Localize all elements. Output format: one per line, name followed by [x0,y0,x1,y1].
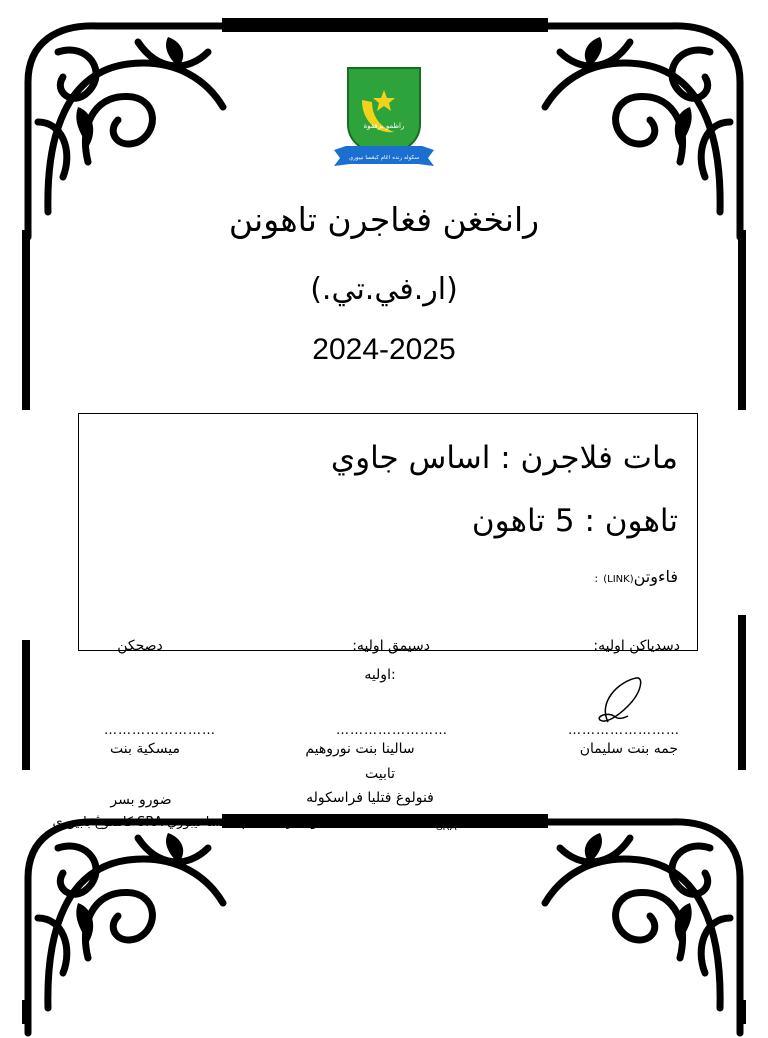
approved-by-label: دصحكن [117,638,163,654]
corner-ornament-bottom-right [520,808,750,1038]
left-border-bar-top [22,230,30,410]
logo-emblem-text: راظمو برفقوة [363,122,405,130]
right-border-bar-mid [738,615,746,770]
logo-ribbon-text: سكوله رنده اڠام كبڠسا نيبوري [348,155,420,161]
signature-line-preparer: …………………… [568,723,680,738]
checker-role [290,790,450,806]
year-level-line: تاهون : 5 تاهون [471,503,678,539]
prepared-by-label: دسدياكن اوليه: [593,638,680,654]
approver-role: ضورو بسر [110,792,172,808]
subject-line: مات فلاجرن : اساس جاوي [330,440,678,476]
top-border-bar [222,18,548,32]
page-subtitle: (.ار.في.تي) [310,272,458,307]
checker-title: تابيت [364,766,396,782]
link-label: فاءوتن [633,567,678,586]
signature-line-approver: …………………… [104,723,216,738]
right-border-bar-bottom [738,1000,746,1024]
link-colon: : [594,572,599,585]
signature-line-checker: …………………… [336,723,448,738]
link-tag: (LINK) [603,574,634,585]
checker-role-text: فنولوغ فتليا فراسكوله [306,790,434,806]
link-line [90,567,678,586]
corner-ornament-bottom-left [18,808,248,1038]
academic-year: 2024-2025 [312,333,456,366]
checked-by-label-cont: :اوليه [364,667,396,683]
school-logo [332,64,436,176]
checker-role-suffix: SRA [436,822,457,833]
signature-image [588,672,648,728]
checked-by-label: دسيمق اوليه: [352,638,430,654]
checker-name: سالينا بنت نوروهيم [305,741,415,757]
right-border-bar-top [738,230,746,410]
preparer-name: جمه بنت سليمان [579,741,678,757]
approver-role-line2: سكولاه رنده اڠام كبڠسا نيبوري SRA كامفوڠ بابيوري [52,815,336,830]
page-title: رانخغن فغاجرن تاهونن [228,200,540,239]
left-border-bar-bottom [22,1000,30,1024]
approver-name: ميسكية بنت [110,741,180,757]
left-border-bar-mid [22,640,30,770]
